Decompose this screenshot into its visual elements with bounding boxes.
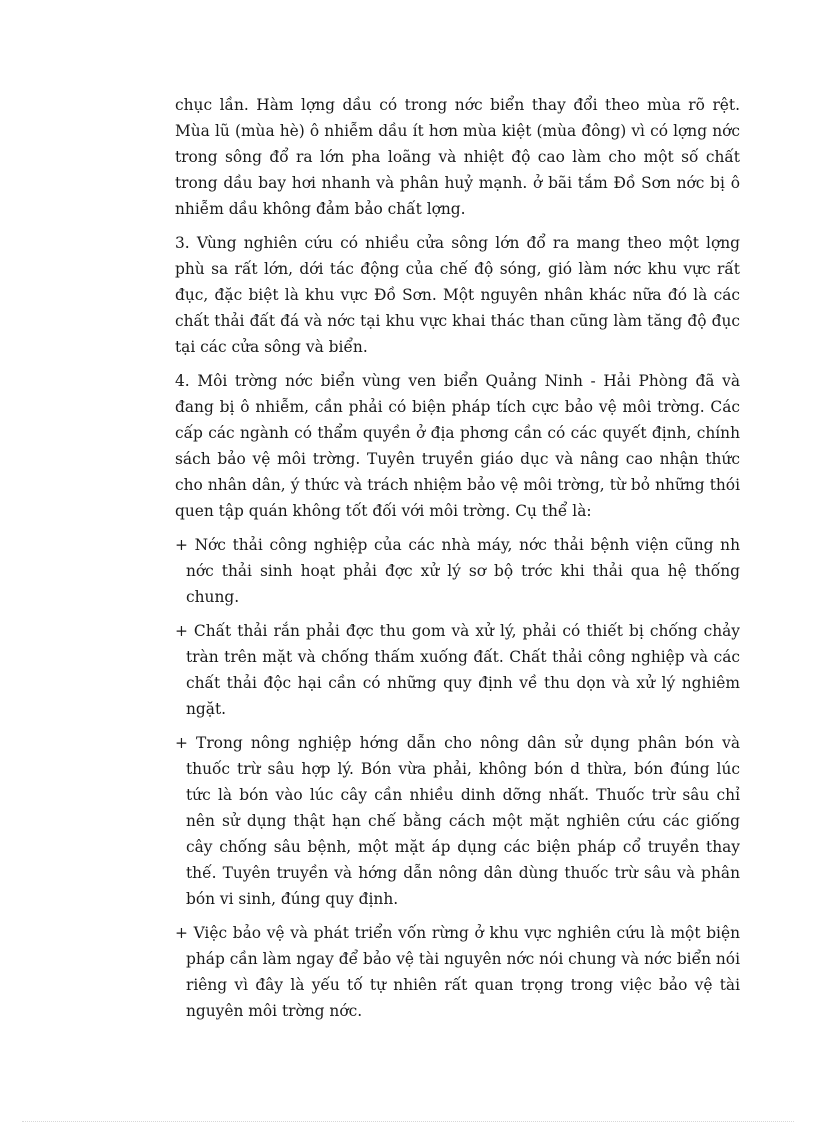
paragraph-turbidity: 3. Vùng nghiên cứu có nhiều cửa sông lớn đổ ra mang theo một lợng phù sa rất lớn, dới tác động của chế độ sóng, gió làm nớc khu vực rất đục, đặc biệt là khu vực Đồ Sơn. Một nguyên nhân khác nữa đó là các chất thải đất đá và nớc tại khu vực khai thác than cũng làm tăng độ đục tại các cửa sông và biển. <box>175 234 740 356</box>
bullet-solid-waste: + Chất thải rắn phải đợc thu gom và xử lý, phải có thiết bị chống chảy tràn trên mặt và chống thấm xuống đất. Chất thải công nghiệp và các chất thải độc hại cần có những quy định về thu dọn và xử lý nghiêm ngặt. <box>175 622 740 718</box>
bullet-agriculture: + Trong nông nghiệp hớng dẫn cho nông dân sử dụng phân bón và thuốc trừ sâu hợp lý. Bón vừa phải, không bón d thừa, bón đúng lúc tức là bón vào lúc cây cần nhiều dinh dỡng nhất. Thuốc trừ sâu chỉ nên sử dụng thật hạn chế bằng cách một mặt nghiên cứu các giống cây chống sâu bệnh, một mặt áp dụng các biện pháp cổ truyền thay thế. Tuyên truyền và hớng dẫn nông dân dùng thuốc trừ sâu và phân bón vi sinh, đúng quy định. <box>175 734 740 908</box>
paragraph-oil-pollution: chục lần. Hàm lợng dầu có trong nớc biển thay đổi theo mùa rõ rệt. Mùa lũ (mùa hè) ô nhiễm dầu ít hơn mùa kiệt (mùa đông) vì có lợng nớc trong sông đổ ra lớn pha loãng và nhiệt độ cao làm cho một số chất trong dầu bay hơi nhanh và phân huỷ mạnh. ở bãi tắm Đồ Sơn nớc bị ô nhiễm dầu không đảm bảo chất lợng. <box>175 96 740 218</box>
page-bottom-divider <box>22 1121 794 1122</box>
paragraph-environment-protection: 4. Môi trờng nớc biển vùng ven biển Quảng Ninh - Hải Phòng đã và đang bị ô nhiễm, cần phải có biện pháp tích cực bảo vệ môi trờng. Các cấp các ngành có thẩm quyền ở địa phơng cần có các quyết định, chính sách bảo vệ môi trờng. Tuyên truyền giáo dục và nâng cao nhận thức cho nhân dân, ý thức và trách nhiệm bảo vệ môi trờng, từ bỏ những thói quen tập quán không tốt đối với môi trờng. Cụ thể là: <box>175 372 740 520</box>
bullet-forest-protection: + Việc bảo vệ và phát triển vốn rừng ở khu vực nghiên cứu là một biện pháp cần làm ngay để bảo vệ tài nguyên nớc nói chung và nớc biển nói riêng vì đây là yếu tố tự nhiên rất quan trọng trong việc bảo vệ tài nguyên môi trờng nớc. <box>175 924 740 1020</box>
document-body <box>175 92 740 1032</box>
bullet-wastewater: + Nớc thải công nghiệp của các nhà máy, nớc thải bệnh viện cũng nh nớc thải sinh hoạt phải đợc xử lý sơ bộ trớc khi thải qua hệ thống chung. <box>175 536 740 606</box>
